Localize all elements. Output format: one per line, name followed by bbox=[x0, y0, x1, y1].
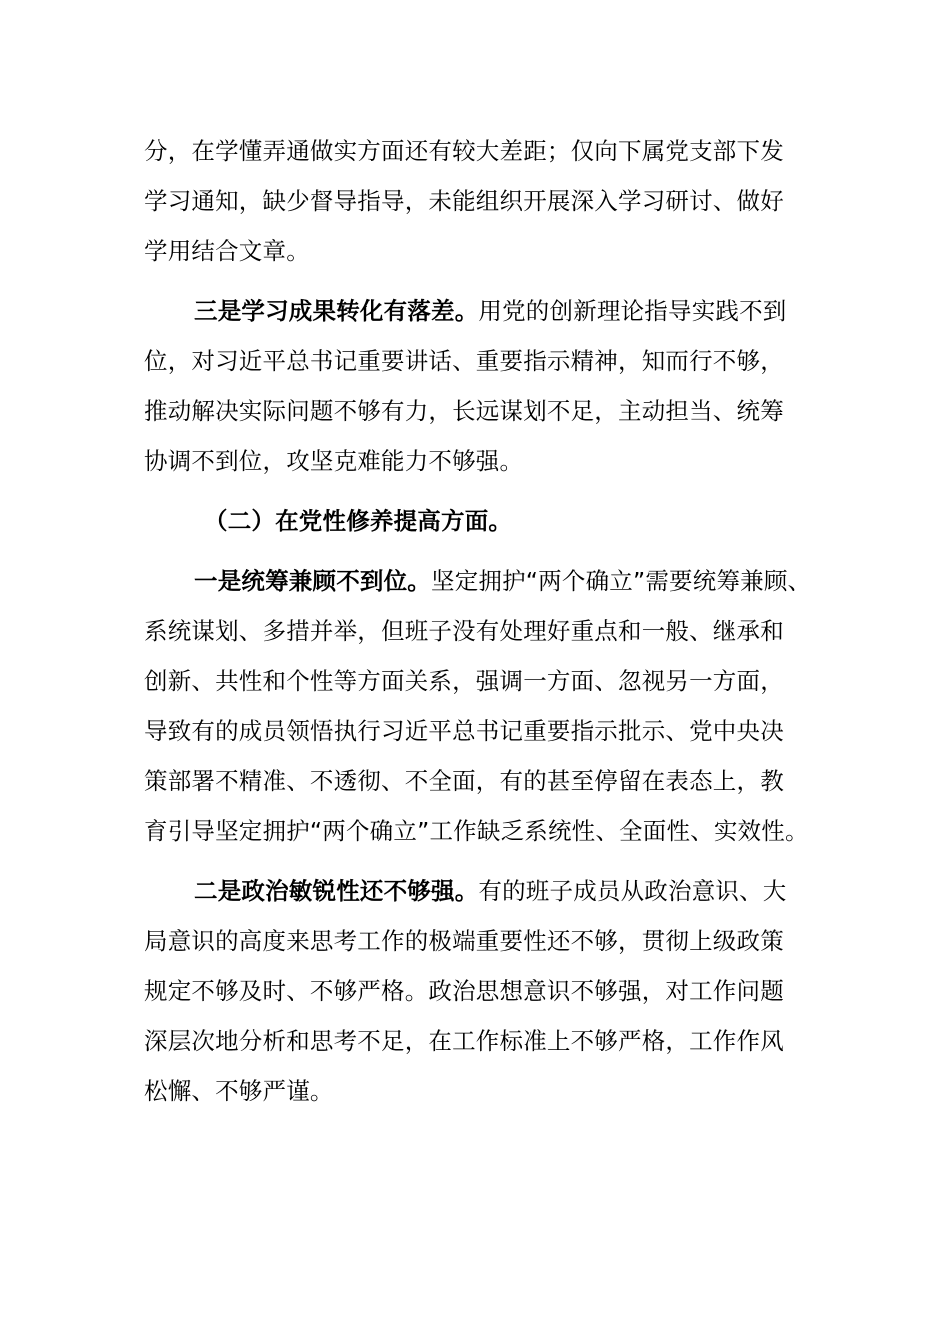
paragraph-lead-bold: 二是政治敏锐性还不够强。 bbox=[194, 877, 479, 905]
text-line: 学习通知，缺少督导指导，未能组织开展深入学习研讨、做好 bbox=[144, 187, 784, 215]
paragraph-first-line-text: 有的班子成员从政治意识、大 bbox=[478, 877, 787, 905]
section-heading: （二）在党性修养提高方面。 bbox=[204, 507, 513, 535]
paragraph-first-line bbox=[144, 286, 834, 336]
text-line: 学用结合文章。 bbox=[144, 237, 310, 265]
paragraph-first-line bbox=[144, 866, 834, 916]
text-line: 导致有的成员领悟执行习近平总书记重要指示批示、党中央决 bbox=[144, 717, 784, 745]
paragraph-lead-bold: 三是学习成果转化有落差。 bbox=[194, 297, 479, 325]
text-line: 育引导坚定拥护“两个确立”工作缺乏系统性、全面性、实效性。 bbox=[144, 817, 809, 845]
paragraph-first-line-text: 坚定拥护“两个确立”需要统筹兼顾、 bbox=[431, 567, 812, 595]
text-line: 策部署不精准、不透彻、不全面，有的甚至停留在表态上，教 bbox=[144, 767, 784, 795]
text-line: 位，对习近平总书记重要讲话、重要指示精神，知而行不够， bbox=[144, 347, 784, 375]
paragraph-lead-bold: 一是统筹兼顾不到位。 bbox=[194, 567, 431, 595]
text-line: 规定不够及时、不够严格。政治思想意识不够强，对工作问题 bbox=[144, 977, 784, 1005]
document-body bbox=[144, 126, 834, 1116]
text-line: 深层次地分析和思考不足，在工作标准上不够严格，工作作风 bbox=[144, 1027, 784, 1055]
text-line: 局意识的高度来思考工作的极端重要性还不够，贯彻上级政策 bbox=[144, 927, 784, 955]
text-line: 分，在学懂弄通做实方面还有较大差距；仅向下属党支部下发 bbox=[144, 137, 784, 165]
text-line: 松懈、不够严谨。 bbox=[144, 1077, 334, 1105]
paragraph-first-line bbox=[144, 556, 834, 606]
text-line: 协调不到位，攻坚克难能力不够强。 bbox=[144, 447, 524, 475]
text-line: 推动解决实际问题不够有力，长远谋划不足，主动担当、统筹 bbox=[144, 397, 784, 425]
text-line: 创新、共性和个性等方面关系，强调一方面、忽视另一方面， bbox=[144, 667, 784, 695]
text-line: 系统谋划、多措并举，但班子没有处理好重点和一般、继承和 bbox=[144, 617, 784, 645]
paragraph-first-line-text: 用党的创新理论指导实践不到 bbox=[478, 297, 787, 325]
